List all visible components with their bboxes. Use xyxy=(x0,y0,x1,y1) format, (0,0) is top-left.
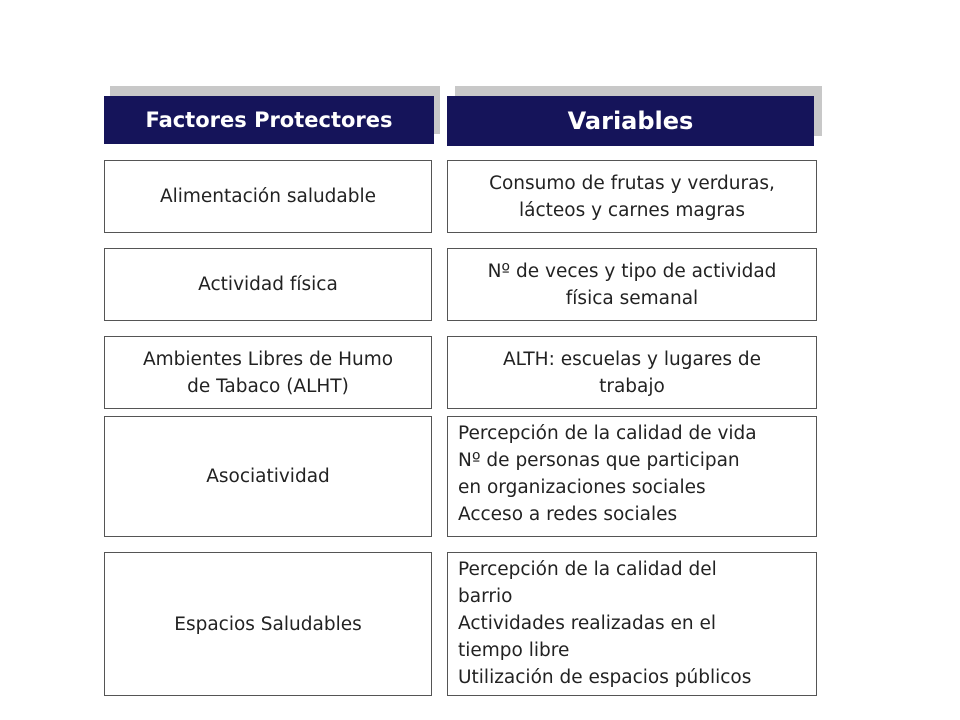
variable-line: ALTH: escuelas y lugares de xyxy=(502,348,762,370)
variable-box-actividad-fisica xyxy=(447,248,817,321)
header-variables-label: Variables xyxy=(567,107,694,135)
factor-line: Ambientes Libres de Humo xyxy=(142,348,394,370)
variable-text xyxy=(489,170,775,224)
variable-box-espacios-saludables xyxy=(447,552,817,696)
variable-line: física semanal xyxy=(565,287,699,309)
variable-line: tiempo libre xyxy=(458,640,570,661)
variable-line: en organizaciones sociales xyxy=(458,477,706,498)
variable-line: Percepción de la calidad del xyxy=(458,559,717,580)
factor-box-espacios-saludables xyxy=(104,552,432,696)
factor-label: Asociatividad xyxy=(206,466,330,487)
factor-line: de Tabaco (ALHT) xyxy=(187,375,349,397)
variable-box-alimentacion xyxy=(447,160,817,233)
variable-text xyxy=(503,346,761,400)
variable-box-asociatividad xyxy=(447,416,817,537)
factor-label: Alimentación saludable xyxy=(159,186,377,207)
factor-box-alht xyxy=(104,336,432,409)
factor-label: Actividad física xyxy=(198,274,338,295)
variable-line: lácteos y carnes magras xyxy=(518,199,746,221)
factor-label: Espacios Saludables xyxy=(174,613,362,635)
variable-line: Acceso a redes sociales xyxy=(458,504,678,525)
variable-line: Nº de personas que participan xyxy=(458,450,740,471)
header-variables xyxy=(447,96,814,146)
factor-box-asociatividad xyxy=(104,416,432,537)
factor-box-alimentacion xyxy=(104,160,432,233)
header-factores-protectores xyxy=(104,96,434,144)
variable-line: Actividades realizadas en el xyxy=(458,613,717,634)
variable-box-alht xyxy=(447,336,817,409)
variable-text xyxy=(488,258,777,312)
variable-line: Percepción de la calidad de vida xyxy=(458,423,757,444)
variable-line: barrio xyxy=(458,586,513,607)
header-factores-label: Factores Protectores xyxy=(145,108,393,132)
variable-line: trabajo xyxy=(599,375,665,397)
variable-line: Utilización de espacios públicos xyxy=(458,667,752,688)
variable-line: Nº de veces y tipo de actividad xyxy=(487,260,777,282)
factor-box-actividad-fisica xyxy=(104,248,432,321)
variable-line: Consumo de frutas y verduras, xyxy=(489,172,775,194)
factor-text xyxy=(143,346,393,400)
